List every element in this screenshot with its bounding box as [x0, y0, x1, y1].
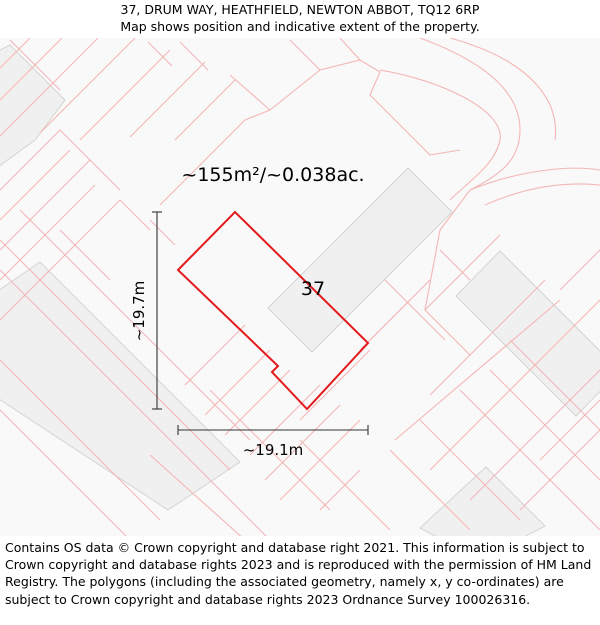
copyright-attribution: Contains OS data © Crown copyright and database right 2021. This information is subject to Crown copyright and database rights 2023 and is reproduced with the permission of HM Land Registry. The polygons (including the associated geometry, namely x, y co-ordinates) are subject to Crown copyright and database rights 2023 Ordnance Survey 100026316. [5, 540, 592, 607]
building-bottom-right [420, 467, 545, 536]
building-top-left [0, 45, 65, 180]
building-37 [268, 168, 452, 352]
map-canvas[interactable] [0, 38, 600, 536]
area-label: ~155m²/~0.038ac. [181, 164, 365, 186]
map-subtitle: Map shows position and indicative extent of the property. [120, 19, 480, 34]
height-dimension-label: ~19.7m [130, 280, 148, 342]
map-svg [0, 38, 600, 536]
width-dimension-label: ~19.1m [242, 441, 304, 459]
map-header [0, 0, 600, 38]
building-left-row [0, 262, 240, 510]
property-address: 37, DRUM WAY, HEATHFIELD, NEWTON ABBOT, TQ12 6RP [120, 2, 480, 17]
house-number-label: 37 [300, 278, 326, 300]
